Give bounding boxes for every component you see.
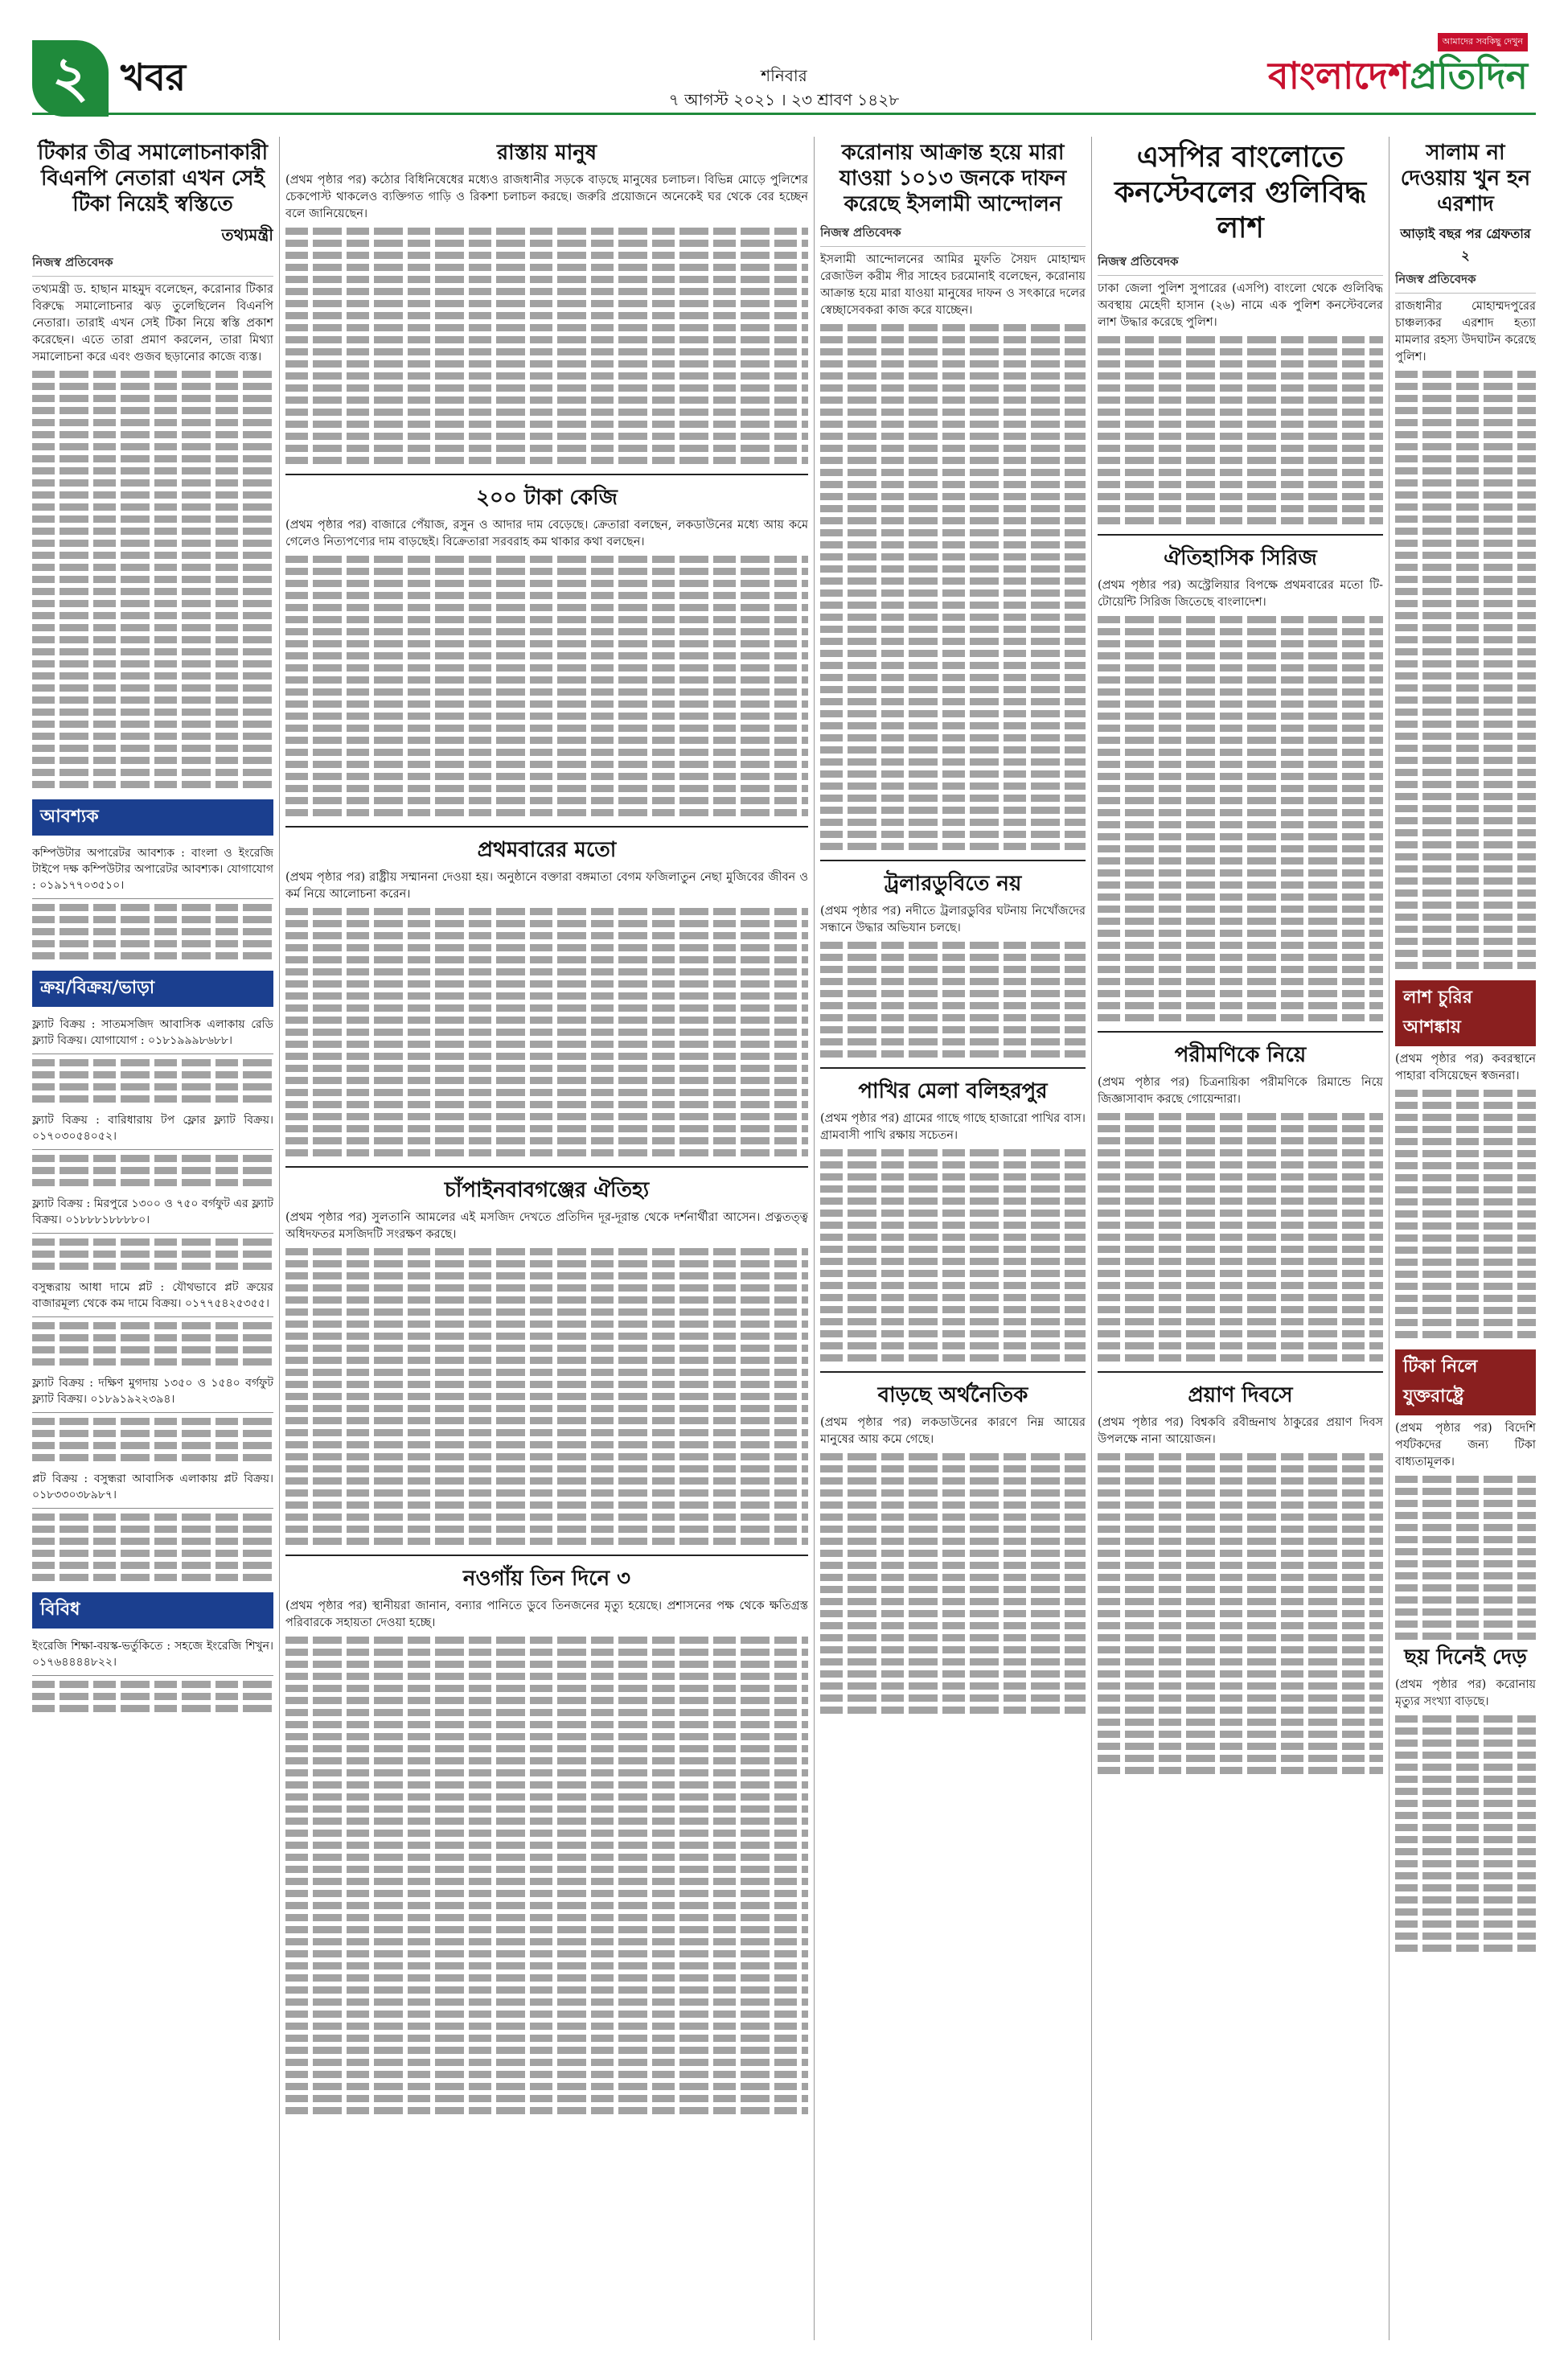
article-text: (প্রথম পৃষ্ঠার পর) সুলতানি আমলের এই মসজিদ দেখতে প্রতিদিন দূর-দূরান্ত থেকে দর্শনার্থীরা আসেন। প্রত্নতত্ত্ব অধিদফতর মসজিদটি সংরক্ষণ করছে। xyxy=(285,1211,808,1241)
divider xyxy=(285,1166,808,1168)
text-lines xyxy=(32,1322,273,1366)
divider xyxy=(820,1371,1086,1373)
byline: নিজস্ব প্রতিবেদক xyxy=(1098,253,1383,276)
masthead-part2: প্রতিদিন xyxy=(1410,54,1528,97)
headline: প্রথমবারের মতো xyxy=(477,838,617,862)
column-5 xyxy=(1395,137,1536,1957)
classified-item: ইংরেজি শিক্ষা-বয়স্ক-ভর্তুকিতে : সহজে ইংরেজি শিখুন। ০১৭৬৪৪৪৪৮২২। xyxy=(32,1633,273,1676)
headline: ২০০ টাকা কেজি xyxy=(476,486,618,510)
headline-banner: টিকা নিলে যুক্তরাষ্ট্রে xyxy=(1395,1349,1536,1415)
column-2 xyxy=(285,137,808,2119)
text-lines xyxy=(285,556,808,816)
headline: ট্রলারডুবিতে নয় xyxy=(884,872,1022,896)
text-lines xyxy=(1395,1715,1536,1952)
classified-item: প্লট বিক্রয় : বসুন্ধরা আবাসিক এলাকায় প্লট বিক্রয়। ০১৮৩৩০৩৮৯৮৭। xyxy=(32,1466,273,1509)
divider xyxy=(1098,1031,1383,1033)
headline: পাখির মেলা বলিহরপুর xyxy=(858,1079,1048,1103)
article-text: তথ্যমন্ত্রী ড. হাছান মাহমুদ বলেছেন, করোনার টিকার বিরুদ্ধে সমালোচনার ঝড় তুলেছিলেন বিএনপি নেতারা। তারাই এখন সেই টিকা নিয়ে স্বস্তি প্রকাশ করেছেন। এতে তারা প্রমাণ করলেন, তারা মিথ্যা সমালোচনা করে এবং গুজব ছড়ানোর কাজে ব্যস্ত। xyxy=(32,283,273,363)
article-text: (প্রথম পৃষ্ঠার পর) রাষ্ট্রীয় সম্মাননা দেওয়া হয়। অনুষ্ঠানে বক্তারা বঙ্গমাতা বেগম ফজিলাতুন নেছা মুজিবের জীবন ও কর্ম নিয়ে আলোচনা করেন। xyxy=(285,871,808,901)
text-lines xyxy=(820,942,1086,1058)
headline: ছয় দিনেই দেড় xyxy=(1404,1645,1527,1670)
text-lines xyxy=(285,1637,808,2114)
article-text: (প্রথম পৃষ্ঠার পর) অস্ট্রেলিয়ার বিপক্ষে প্রথমবারের মতো টি-টোয়েন্টি সিরিজ জিতেছে বাংলাদেশ। xyxy=(1098,579,1383,609)
classified-item: কম্পিউটার অপারেটর আবশ্যক : বাংলা ও ইংরেজি টাইপে দক্ষ কম্পিউটার অপারেটর আবশ্যক। যোগাযোগ : ০১৯১৭৭০৩৫১০। xyxy=(32,840,273,899)
headline: নওগাঁয় তিন দিনে ৩ xyxy=(462,1567,631,1591)
text-lines xyxy=(1098,1453,1383,1774)
divider xyxy=(820,860,1086,861)
headline: এসপির বাংলোতে কনস্টেবলের গুলিবিদ্ধ লাশ xyxy=(1114,141,1367,244)
article-text: (প্রথম পৃষ্ঠার পর) নদীতে ট্রলারডুবির ঘটনায় নিখোঁজদের সন্ধানে উদ্ধার অভিযান চলছে। xyxy=(820,905,1086,934)
divider xyxy=(1098,1371,1383,1373)
column-4 xyxy=(1098,137,1383,1779)
article-text: (প্রথম পৃষ্ঠার পর) বিদেশি পর্যটকদের জন্য টিকা বাধ্যতামূলক। xyxy=(1395,1422,1536,1468)
headline: বাড়ছে অর্থনৈতিক xyxy=(877,1383,1028,1407)
section-name: খবর xyxy=(121,55,187,99)
article-text: (প্রথম পৃষ্ঠার পর) কবরস্থানে পাহারা বসিয়েছেন স্বজনরা। xyxy=(1395,1053,1536,1082)
text-lines xyxy=(820,324,1086,850)
byline: নিজস্ব প্রতিবেদক xyxy=(1395,270,1536,294)
byline: নিজস্ব প্রতিবেদক xyxy=(820,224,1086,247)
text-lines xyxy=(285,908,808,1156)
misc-heading: বিবিধ xyxy=(32,1592,273,1629)
headline-banner: লাশ চুরির আশঙ্কায় xyxy=(1395,980,1536,1046)
divider xyxy=(1098,534,1383,536)
classified-item: ফ্ল্যাট বিক্রয় : বারিধারায় টপ ফ্লোর ফ্ল্যাট বিক্রয়। ০১৭০৩০৫৪০৫২। xyxy=(32,1107,273,1150)
classified-item: ফ্ল্যাট বিক্রয় : মিরপুরে ১৩০০ ও ৭৫০ বর্গফুট এর ফ্ল্যাট বিক্রয়। ০১৮৮৮১৮৮৮৮০। xyxy=(32,1191,273,1234)
headline: করোনায় আক্রান্ত হয়ে মারা যাওয়া ১০১৩ জনকে দাফন করেছে ইসলামী আন্দোলন xyxy=(839,141,1067,216)
article-text: (প্রথম পৃষ্ঠার পর) চিত্রনায়িকা পরীমণিকে রিমান্ডে নিয়ে জিজ্ঞাসাবাদ করছে গোয়েন্দারা। xyxy=(1098,1076,1383,1106)
headline: সালাম না দেওয়ায় খুন হন এরশাদ xyxy=(1400,141,1531,216)
article-text: ঢাকা জেলা পুলিশ সুপারের (এসপি) বাংলো থেকে গুলিবিদ্ধ অবস্থায় মেহেদী হাসান (২৬) নামে এক পুলিশ কনস্টেবলের লাশ উদ্ধার করেছে পুলিশ। xyxy=(1098,282,1383,329)
headline: চাঁপাইনবাবগঞ্জের ঐতিহ্য xyxy=(444,1178,650,1202)
text-lines xyxy=(820,1149,1086,1362)
text-lines xyxy=(1098,336,1383,524)
headline: টিকার তীব্র সমালোচনাকারী বিএনপি নেতারা এখন সেই টিকা নিয়েই স্বস্তিতে xyxy=(37,141,269,216)
text-lines xyxy=(32,1514,273,1581)
article-text: (প্রথম পৃষ্ঠার পর) স্থানীয়রা জানান, বন্যার পানিতে ডুবে তিনজনের মৃত্যু হয়েছে। প্রশাসনের পক্ষ থেকে ক্ষতিগ্রস্ত পরিবারকে সহায়তা দেওয়া হচ্ছে। xyxy=(285,1600,808,1629)
text-lines xyxy=(32,371,273,788)
text-lines xyxy=(285,1248,808,1545)
masthead-name xyxy=(1262,51,1528,100)
column-rule xyxy=(1091,137,1092,2340)
classifieds-heading: আবশ্যক xyxy=(32,799,273,836)
text-lines xyxy=(1395,371,1536,969)
text-lines xyxy=(1098,616,1383,1021)
article-text: ইসলামী আন্দোলনের আমির মুফতি সৈয়দ মোহাম্মদ রেজাউল করীম পীর সাহেব চরমোনাই বলেছেন, করোনায় আক্রান্ত হয়ে মারা যাওয়া মানুষের দাফন ও সৎকারে দলের স্বেচ্ছাসেবকরা কাজ করে যাচ্ছেন। xyxy=(820,253,1086,317)
text-lines xyxy=(1395,1090,1536,1338)
text-lines xyxy=(1098,1113,1383,1362)
article-text: (প্রথম পৃষ্ঠার পর) করোনায় মৃত্যুর সংখ্যা বাড়ছে। xyxy=(1395,1678,1536,1708)
headline: ঐতিহাসিক সিরিজ xyxy=(1164,546,1317,570)
divider xyxy=(820,1067,1086,1069)
headline: প্রয়াণ দিবসে xyxy=(1188,1383,1293,1407)
column-rule xyxy=(279,137,280,2340)
article-text: (প্রথম পৃষ্ঠার পর) লকডাউনের কারণে নিম্ন আয়ের মানুষের আয় কমে গেছে। xyxy=(820,1416,1086,1446)
masthead-tag: আমাদের সবকিছু দেখুন xyxy=(1438,33,1528,51)
column-3 xyxy=(820,137,1086,1719)
text-lines xyxy=(32,1418,273,1461)
article-text: (প্রথম পৃষ্ঠার পর) গ্রামের গাছে গাছে হাজারো পাখির বাস। গ্রামবাসী পাখি রক্ষায় সচেতন। xyxy=(820,1112,1086,1142)
text-lines xyxy=(32,1059,273,1103)
subheadline: আড়াই বছর পর গ্রেফতার ২ xyxy=(1400,226,1531,263)
header-day: শনিবার xyxy=(761,66,807,85)
sale-heading: ক্রয়/বিক্রয়/ভাড়া xyxy=(32,971,273,1007)
classified-item: ফ্ল্যাট বিক্রয় : সাতমসজিদ আবাসিক এলাকায় রেডি ফ্ল্যাট বিক্রয়। যোগাযোগ : ০১৮১৯৯৯৮৬৮৮। xyxy=(32,1012,273,1054)
divider xyxy=(285,474,808,475)
headline: পরীমণিকে নিয়ে xyxy=(1174,1043,1307,1067)
masthead-logo xyxy=(1262,32,1528,109)
text-lines xyxy=(32,1681,273,1712)
headline-tag: তথ্যমন্ত্রী xyxy=(221,225,273,244)
masthead-part1: বাংলাদেশ xyxy=(1267,54,1410,97)
article-text: (প্রথম পৃষ্ঠার পর) বিশ্বকবি রবীন্দ্রনাথ ঠাকুরের প্রয়াণ দিবস উপলক্ষে নানা আয়োজন। xyxy=(1098,1416,1383,1446)
column-1 xyxy=(32,137,273,1717)
byline: নিজস্ব প্রতিবেদক xyxy=(32,253,273,277)
article-text: রাজধানীর মোহাম্মদপুরের চাঞ্চল্যকর এরশাদ হত্যা মামলার রহস্য উদঘাটন করেছে পুলিশ। xyxy=(1395,300,1536,363)
headline: রাস্তায় মানুষ xyxy=(496,141,597,165)
text-lines xyxy=(1395,1476,1536,1640)
header-date: ৭ আগস্ট ২০২১ । ২৩ শ্রাবণ ১৪২৮ xyxy=(668,90,900,109)
column-rule xyxy=(814,137,815,2340)
article-text: (প্রথম পৃষ্ঠার পর) বাজারে পেঁয়াজ, রসুন ও আদার দাম বেড়েছে। ক্রেতারা বলছেন, লকডাউনের মধ্যে আয় কমে গেলেও নিত্যপণ্যের দাম বাড়ছেই। বিক্রেতারা সরবরাহ কম থাকার কথা বলছেন। xyxy=(285,519,808,548)
text-lines xyxy=(32,1238,273,1270)
text-lines xyxy=(32,1155,273,1186)
page-number: ২ xyxy=(32,40,109,117)
divider xyxy=(285,1555,808,1556)
classified-item: ফ্ল্যাট বিক্রয় : দক্ষিণ মুগদায় ১৩৫০ ও ১৫৪০ বর্গফুট ফ্ল্যাট বিক্রয়। ০১৮৯১৯২২৩৯৪। xyxy=(32,1370,273,1413)
divider xyxy=(285,826,808,828)
article-text: (প্রথম পৃষ্ঠার পর) কঠোর বিধিনিষেধের মধ্যেও রাজধানীর সড়কে বাড়ছে মানুষের চলাচল। বিভিন্ন মোড়ে পুলিশের চেকপোস্ট থাকলেও ব্যক্তিগত গাড়ি ও রিকশা চলাচল করছে। জরুরি প্রয়োজনে অনেকেই ঘর থেকে বের হচ্ছেন বলে জানিয়েছেন। xyxy=(285,174,808,220)
text-lines xyxy=(285,228,808,464)
classified-item: বসুন্ধরায় আধা দামে প্লট : যৌথভাবে প্লট ক্রয়ের বাজারমূল্য থেকে কম দামে বিক্রয়। ০১৭৭৫৪২৫৩৫৫। xyxy=(32,1275,273,1317)
text-lines xyxy=(820,1453,1086,1714)
header-rule xyxy=(32,113,1536,115)
text-lines xyxy=(32,904,273,959)
